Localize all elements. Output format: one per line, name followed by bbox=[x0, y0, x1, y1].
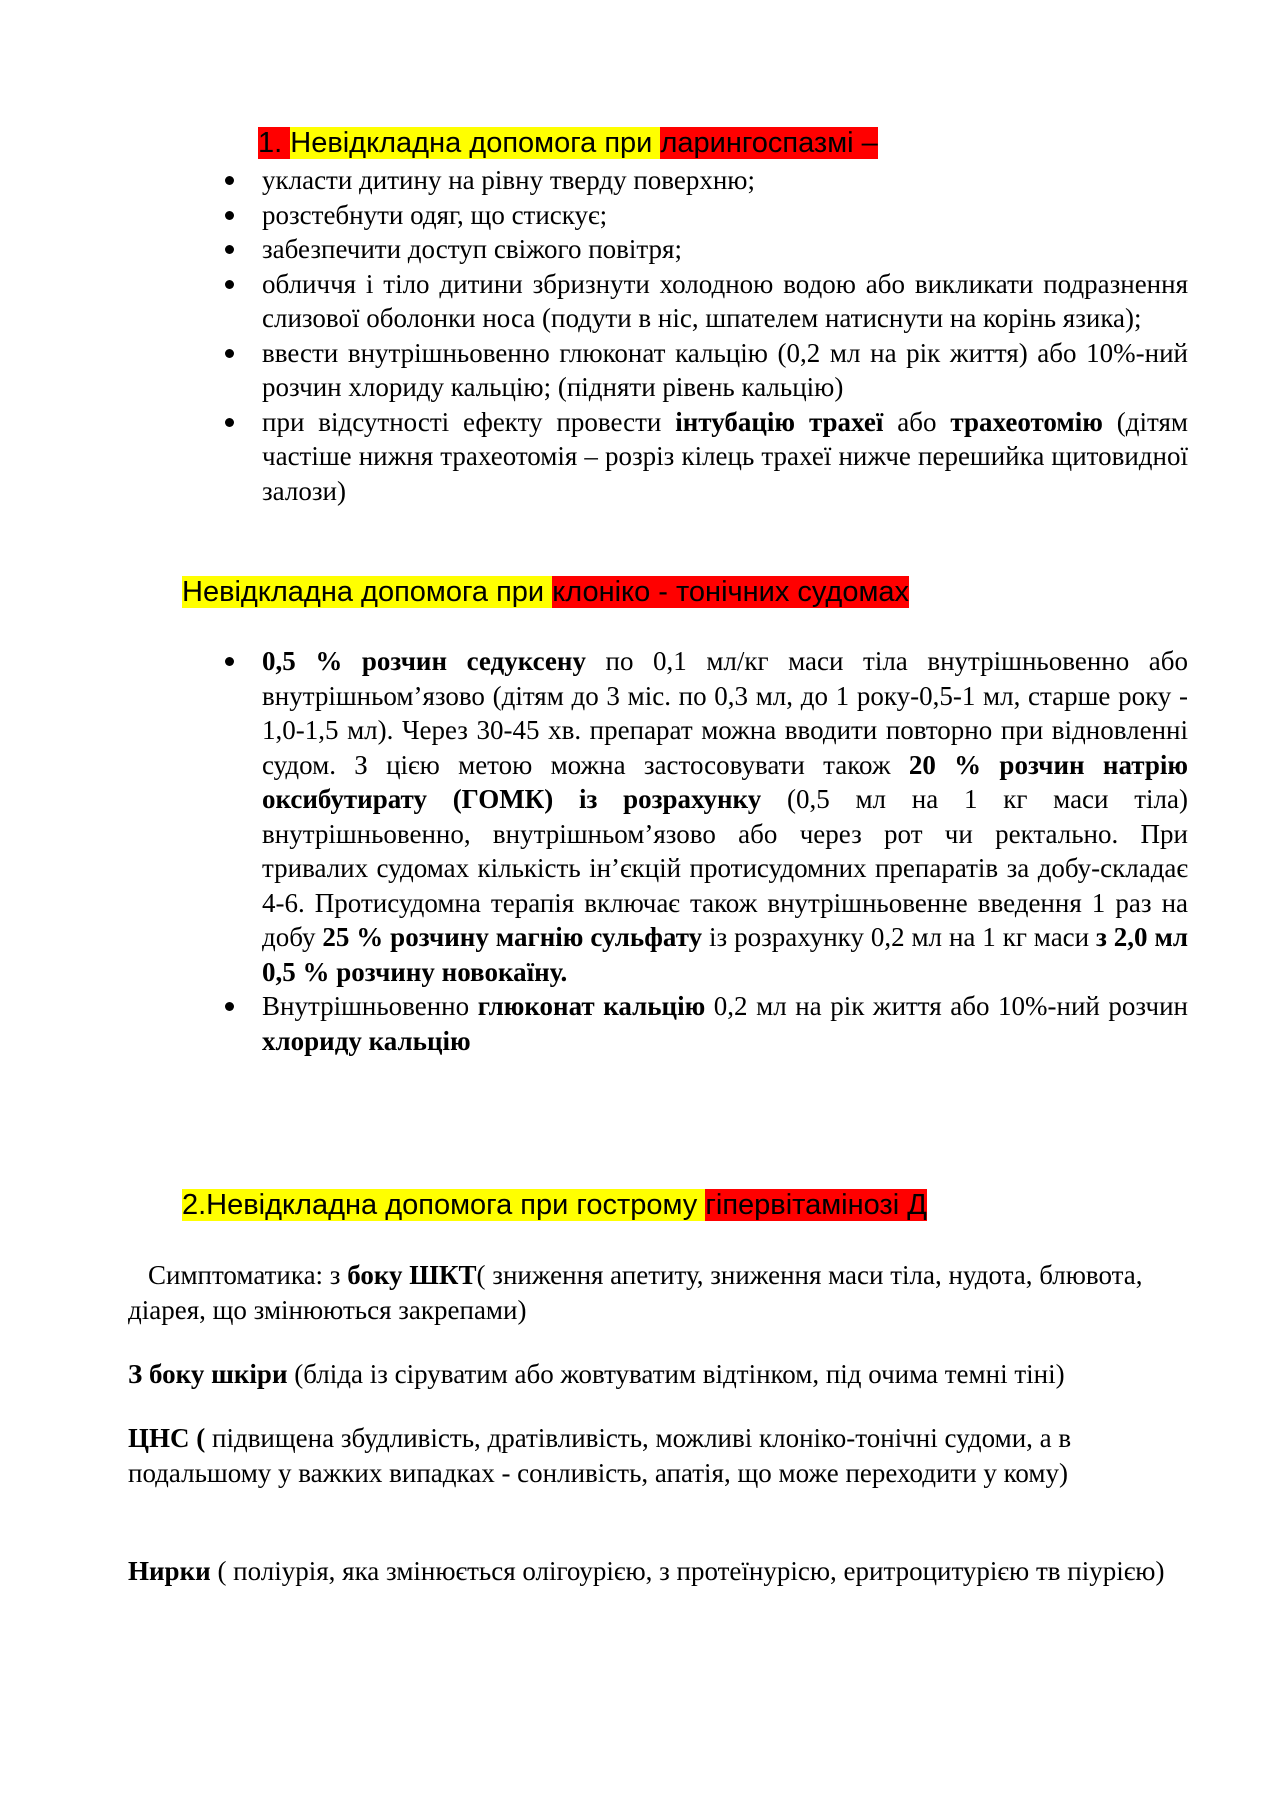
hypervitaminosis-heading bbox=[182, 1185, 927, 1225]
heading-number: 1. bbox=[258, 127, 283, 159]
heading-highlight: клоніко - тонічних судомах bbox=[552, 576, 910, 608]
convulsions-heading bbox=[182, 572, 909, 612]
list-item: ввести внутрішньовенно глюконат кальцію (0,2 мл на рік життя) або 10%-ний розчин хлориду кальцію; (підняти рівень кальцію) bbox=[262, 336, 1188, 405]
list-item: 0,5 % розчин седуксену по 0,1 мл/кг маси тіла внутрішньовенно або внутрішньом’язово (дітям до 3 міс. по 0,3 мл, до 1 року-0,5-1 мл, старше року - 1,0-1,5 мл). Через 30-45 хв. препарат можна вводити повторно при відновленні судом. З цією метою можна застосовувати також 20 % розчин натрію оксибутирату (ГОМК) із розрахунку (0,5 мл на 1 кг маси тіла) внутрішньовенно, внутрішньом’язово або через рот чи ректально. При тривалих судомах кількість ін’єкцій протисудомних препаратів за добу-складає 4-6. Протисудомна терапія включає також внутрішньовенне введення 1 раз на добу 25 % розчину магнію сульфату із розрахунку 0,2 мл на 1 кг маси з 2,0 мл 0,5 % розчину новокаїну. bbox=[262, 644, 1188, 989]
heading-highlight: ларингоспазмі – bbox=[660, 127, 878, 159]
symptoms-gi: Симптоматика: з боку ШКТ( зниження апетиту, зниження маси тіла, нудота, блювота, діарея, що змінюються закрепами) bbox=[128, 1260, 1143, 1325]
laryngospasm-heading bbox=[258, 123, 878, 163]
list-item: обличчя і тіло дитини збризнути холодною водою або викликати подразнення слизової оболонки носа (подути в ніс, шпателем натиснути на корінь язика); bbox=[262, 267, 1188, 336]
symptoms-kidneys: Нирки ( поліурія, яка змінюється олігоурією, з протеїнурісю, еритроцитурією тв піурією) bbox=[128, 1556, 1165, 1586]
heading-text: Невідкладна допомога при bbox=[290, 127, 661, 159]
symptoms-cns: ЦНС ( підвищена збудливість, дратівливість, можливі клоніко-тонічні судоми, а в подальшому у важких випадках - сонливість, апатія, що може переходити у кому) bbox=[128, 1423, 1072, 1488]
heading-text: Невідкладна допомога при bbox=[182, 576, 553, 608]
heading-text: 2.Невідкладна допомога при гострому bbox=[182, 1189, 706, 1221]
list-item: Внутрішньовенно глюконат кальцію 0,2 мл на рік життя або 10%-ний розчин хлориду кальцію bbox=[262, 989, 1188, 1058]
symptoms-skin: З боку шкіри (бліда із сіруватим або жовтуватим відтінком, під очима темні тіні) bbox=[128, 1359, 1065, 1389]
laryngospasm-steps bbox=[262, 163, 1188, 508]
list-item: при відсутності ефекту провести інтубацію трахеї або трахеотомію (дітям частіше нижня трахеотомія – розріз кілець трахеї нижче перешийка щитовидної залози) bbox=[262, 405, 1188, 509]
list-item: забезпечити доступ свіжого повітря; bbox=[262, 232, 1188, 267]
list-item: розстебнути одяг, що стискує; bbox=[262, 198, 1188, 233]
heading-highlight: гіпервітамінозі Д bbox=[705, 1189, 927, 1221]
list-item: укласти дитину на рівну тверду поверхню; bbox=[262, 163, 1188, 198]
convulsions-steps bbox=[262, 644, 1188, 1058]
